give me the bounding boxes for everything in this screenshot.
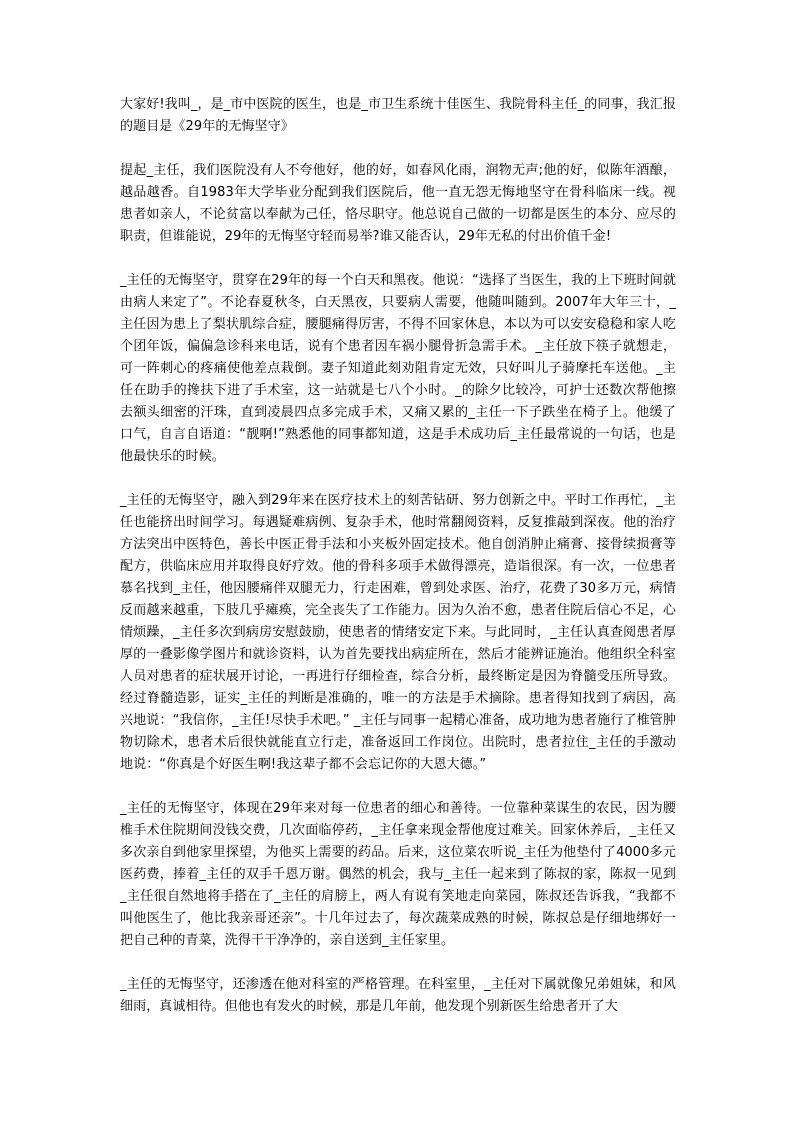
medical-research-paragraph: _主任的无悔坚守，融入到29年来在医疗技术上的刻苦钻研、努力创新之中。平时工作再忙，_主任也能挤出时间学习。每遇疑难病例、复杂手术，他时常翻阅资料，反复推敲到深夜。他的治疗方法突出中医特色，善长中医正骨手法和小夹板外固定技术。他自创消肿止痛膏、接骨续损膏等配方，供临床应用并取得良好疗效。他的骨科多项手术做得漂亮，造诣很深。有一次，一位患者慕名找到_主任，他因腰痛伴双腿无力，行走困难，曾到处求医、治疗，花费了30多万元，病情反而越来越重，下肢几乎瘫痪，完全丧失了工作能力。因为久治不愈，患者住院后信心不足，心情烦躁，_主任多次到病房安慰鼓励，使患者的情绪安定下来。与此同时，_主任认真查阅患者厚厚的一叠影像学图片和就诊资料，认为首先要找出病症所在，然后才能辨证施治。他组织全科室人员对患者的症状展开讨论，一再进行仔细检查，综合分析，最终断定是因为脊髓受压所导致。经过脊髓造影，证实_主任的判断是准确的，唯一的方法是手术摘除。患者得知找到了病因，高兴地说：“我信你，_主任!尽快手术吧。” _主任与同事一起精心准备，成功地为患者施行了椎管肿物切除术，患者术后很快就能直立行走，准备返回工作岗位。出院时，患者拉住_主任的手激动地说：“你真是个好医生啊!我这辈子都不会忘记你的大恩大德。” — [120, 493, 676, 772]
background-paragraph: 提起_主任，我们医院没有人不夸他好，他的好，如春风化雨，润物无声;他的好，似陈年酒酿，越品越香。自1983年大学毕业分配到我们医院后，他一直无怨无悔地坚守在骨科临床一线。视患者如亲人，不论贫富以奉献为己任，恪尽职守。他总说自己做的一切都是医生的本分、应尽的职责，但谁能说，29年的无悔坚守轻而易举?谁又能否认，29年无私的付出价值千金! — [120, 163, 676, 244]
document-page — [120, 94, 676, 1040]
day-and-night-paragraph: _主任的无悔坚守，贯穿在29年的每一个白天和黑夜。他说：“选择了当医生，我的上下班时间就由病人来定了”。不论春夏秋冬，白天黑夜，只要病人需要，他随叫随到。2007年大年三十，_主任因为患上了梨状肌综合症，腰腿痛得厉害，不得不回家休息，本以为可以安安稳稳和家人吃个团年饭，偏偏急诊科来电话，说有个患者因车祸小腿骨折急需手术。_主任放下筷子就想走，可一阵刺心的疼痛使他差点栽倒。妻子知道此刻劝阻肯定无效，只好叫儿子骑摩托车送他。_主任在助手的搀扶下进了手术室，这一站就是七八个小时。_的除夕比较冷，可护士还数次帮他擦去额头细密的汗珠，直到凌晨四点多完成手术，又痛又累的_主任一下子跌坐在椅子上。他缓了口气，自言自语道：“靓啊!”熟悉他的同事都知道，这是手术成功后_主任最常说的一句话，也是他最快乐的时候。 — [120, 273, 676, 464]
department-management-paragraph: _主任的无悔坚守，还渗透在他对科室的严格管理。在科室里，_主任对下属就像兄弟姐妹，和风细雨，真诚相待。但他也有发火的时候，那是几年前，他发现个别新医生给患者开了大 — [120, 977, 676, 1014]
patient-care-paragraph: _主任的无悔坚守，体现在29年来对每一位患者的细心和善待。一位靠种菜谋生的农民，因为腰椎手术住院期间没钱交费，几次面临停药，_主任拿来现金帮他度过难关。回家休养后，_主任又多次亲自到他家里探望，为他买上需要的药品。后来，这位菜农听说_主任为他垫付了4000多元医药费，捧着_主任的双手千恩万谢。偶然的机会，我与_主任一起来到了陈叔的家，陈叔一见到_主任很自然地将手搭在了_主任的肩膀上，两人有说有笑地走向菜园，陈叔还告诉我，“我都不叫他医生了，他比我亲哥还亲”。十几年过去了，每次蔬菜成熟的时候，陈叔总是仔细地绑好一把自己种的青菜，洗得干干净净的，亲自送到_主任家里。 — [120, 801, 676, 948]
intro-paragraph: 大家好!我叫_，是_市中医院的医生，也是_市卫生系统十佳医生、我院骨科主任_的同事，我汇报的题目是《29年的无悔坚守》 — [120, 97, 676, 134]
